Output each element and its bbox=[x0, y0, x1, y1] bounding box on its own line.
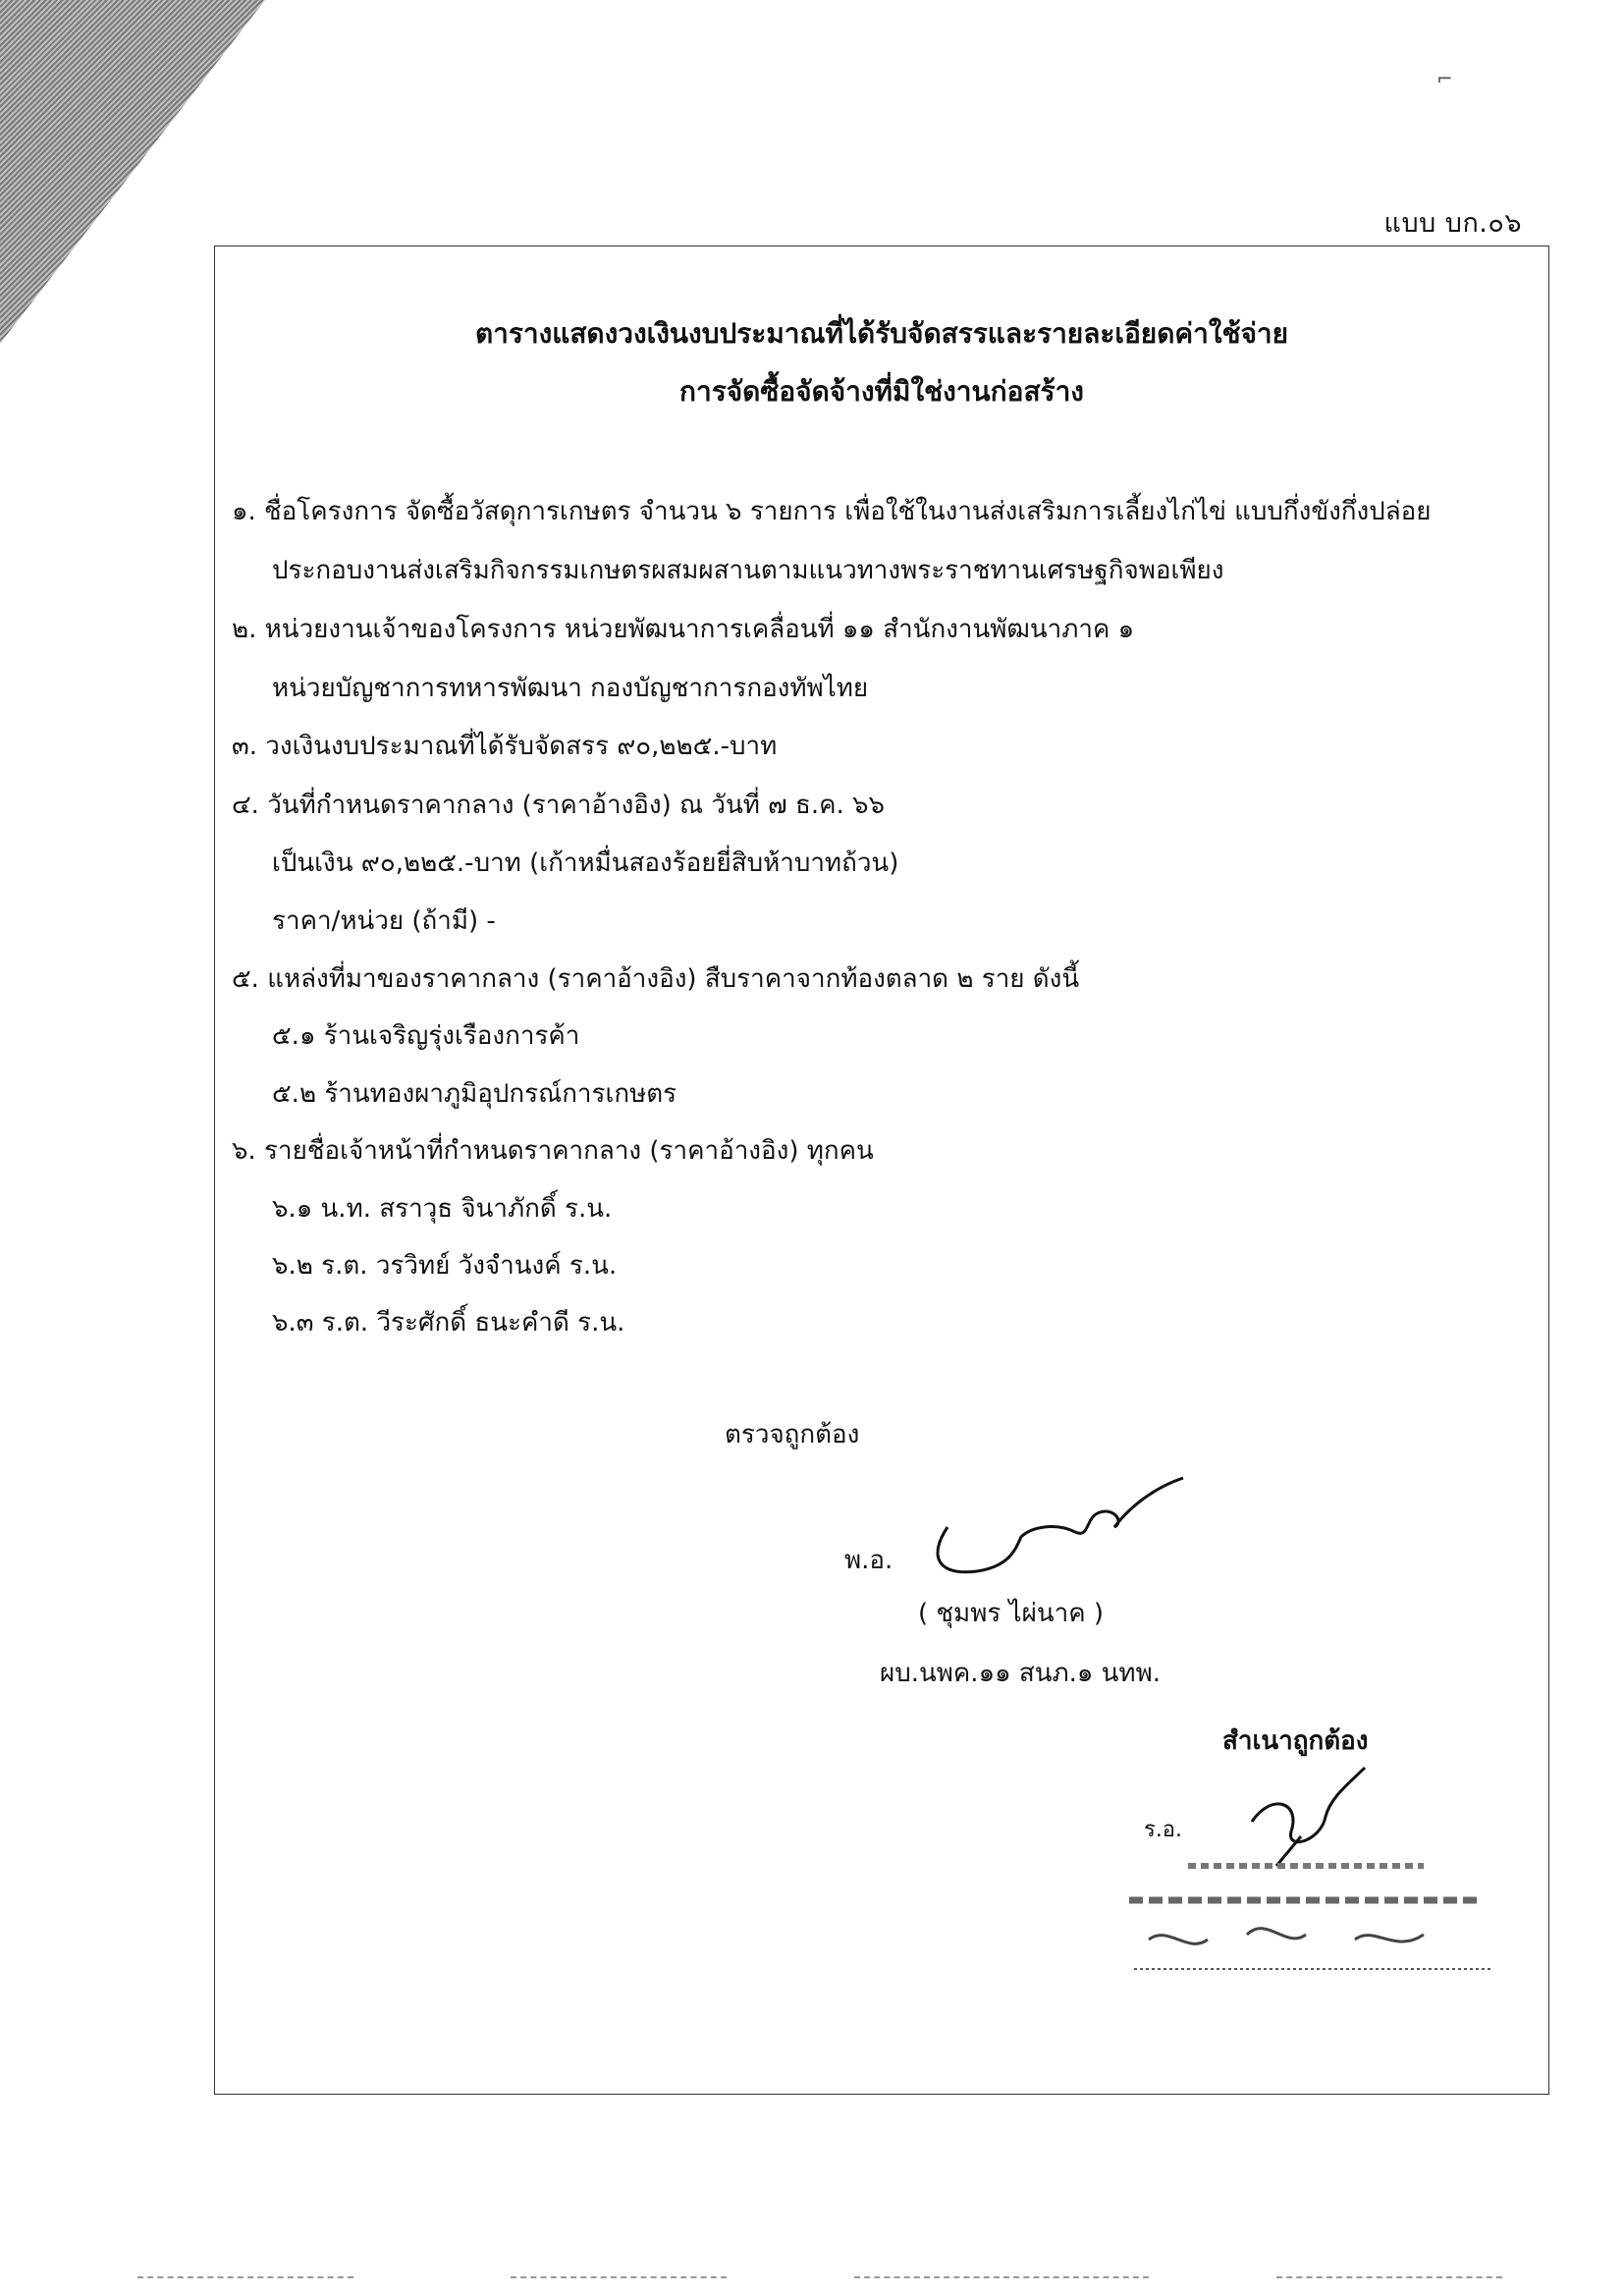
document-title-line1: ตารางแสดงวงเงินงบประมาณที่ได้รับจัดสรรและรายละเอียดค่าใช้จ่าย bbox=[474, 317, 1289, 350]
signature-scribble bbox=[918, 1468, 1193, 1596]
item-4-amount: เป็นเงิน ๙๐,๒๒๕.-บาท (เก้าหมื่นสองร้อยยี่สิบห้าบาทถ้วน) bbox=[272, 848, 899, 878]
form-code: แบบ บก.๐๖ bbox=[1383, 208, 1522, 239]
item-5-price-source: ๕. แหล่งที่มาของราคากลาง (ราคาอ้างอิง) สืบราคาจากท้องตลาด ๒ ราย ดังนี้ bbox=[232, 964, 1080, 994]
scan-edge-mark bbox=[854, 2276, 1149, 2278]
scan-edge-mark bbox=[1276, 2276, 1502, 2278]
item-5-1-vendor: ๕.๑ ร้านเจริญรุ่งเรืองการค้า bbox=[272, 1021, 580, 1051]
item-4-reference-date: ๔. วันที่กำหนดราคากลาง (ราคาอ้างอิง) ณ วันที่ ๗ ธ.ค. ๖๖ bbox=[232, 791, 886, 820]
signer-name: ( ชุมพร ไผ่นาค ) bbox=[918, 1599, 1105, 1628]
item-4-unit-price: ราคา/หน่วย (ถ้ามี) - bbox=[272, 906, 496, 936]
item-1-project-name: ๑. ชื่อโครงการ จัดซื้อวัสดุการเกษตร จำนวน ๖ รายการ เพื่อใช้ในงานส่งเสริมการเลี้ยงไก่ไข่ แบบกึ่งขังกึ่งปล่อย bbox=[232, 497, 1432, 526]
scan-edge-mark bbox=[511, 2276, 727, 2278]
signer-rank: พ.อ. bbox=[844, 1546, 893, 1575]
item-6-2-official: ๖.๒ ร.ต. วรวิทย์ วังจำนงค์ ร.น. bbox=[272, 1251, 618, 1281]
item-2-owner-unit-cont: หน่วยบัญชาการทหารพัฒนา กองบัญชาการกองทัพไทย bbox=[272, 674, 869, 703]
certifier-signature-scribble bbox=[1232, 1763, 1370, 1871]
signer-position: ผบ.นพค.๑๑ สนภ.๑ นทพ. bbox=[880, 1659, 1161, 1688]
scan-edge-mark bbox=[137, 2276, 353, 2278]
certifier-stamp-smudge bbox=[1129, 1856, 1502, 1974]
document-title-line2: การจัดซื้อจัดจ้างที่มิใช่งานก่อสร้าง bbox=[679, 375, 1084, 408]
certifier-rank: ร.อ. bbox=[1144, 1818, 1183, 1842]
item-5-2-vendor: ๕.๒ ร้านทองผาภูมิอุปกรณ์การเกษตร bbox=[272, 1079, 677, 1109]
verified-label: ตรวจถูกต้อง bbox=[725, 1420, 860, 1449]
copy-certified-label: สำเนาถูกต้อง bbox=[1222, 1726, 1369, 1756]
scan-speck: ⌐ bbox=[1436, 67, 1453, 90]
item-3-budget: ๓. วงเงินงบประมาณที่ได้รับจัดสรร ๙๐,๒๒๕.-บาท bbox=[232, 732, 778, 761]
item-6-1-official: ๖.๑ น.ท. สราวุธ จินาภักดิ์ ร.น. bbox=[272, 1194, 613, 1224]
item-6-officials: ๖. รายชื่อเจ้าหน้าที่กำหนดราคากลาง (ราคาอ้างอิง) ทุกคน bbox=[232, 1136, 874, 1166]
item-1-project-name-cont: ประกอบงานส่งเสริมกิจกรรมเกษตรผสมผสานตามแนวทางพระราชทานเศรษฐกิจพอเพียง bbox=[272, 556, 1224, 585]
item-6-3-official: ๖.๓ ร.ต. วีระศักดิ์ ธนะคำดี ร.น. bbox=[272, 1308, 625, 1338]
item-2-owner-unit: ๒. หน่วยงานเจ้าของโครงการ หน่วยพัฒนาการเคลื่อนที่ ๑๑ สำนักงานพัฒนาภาค ๑ bbox=[232, 615, 1135, 644]
